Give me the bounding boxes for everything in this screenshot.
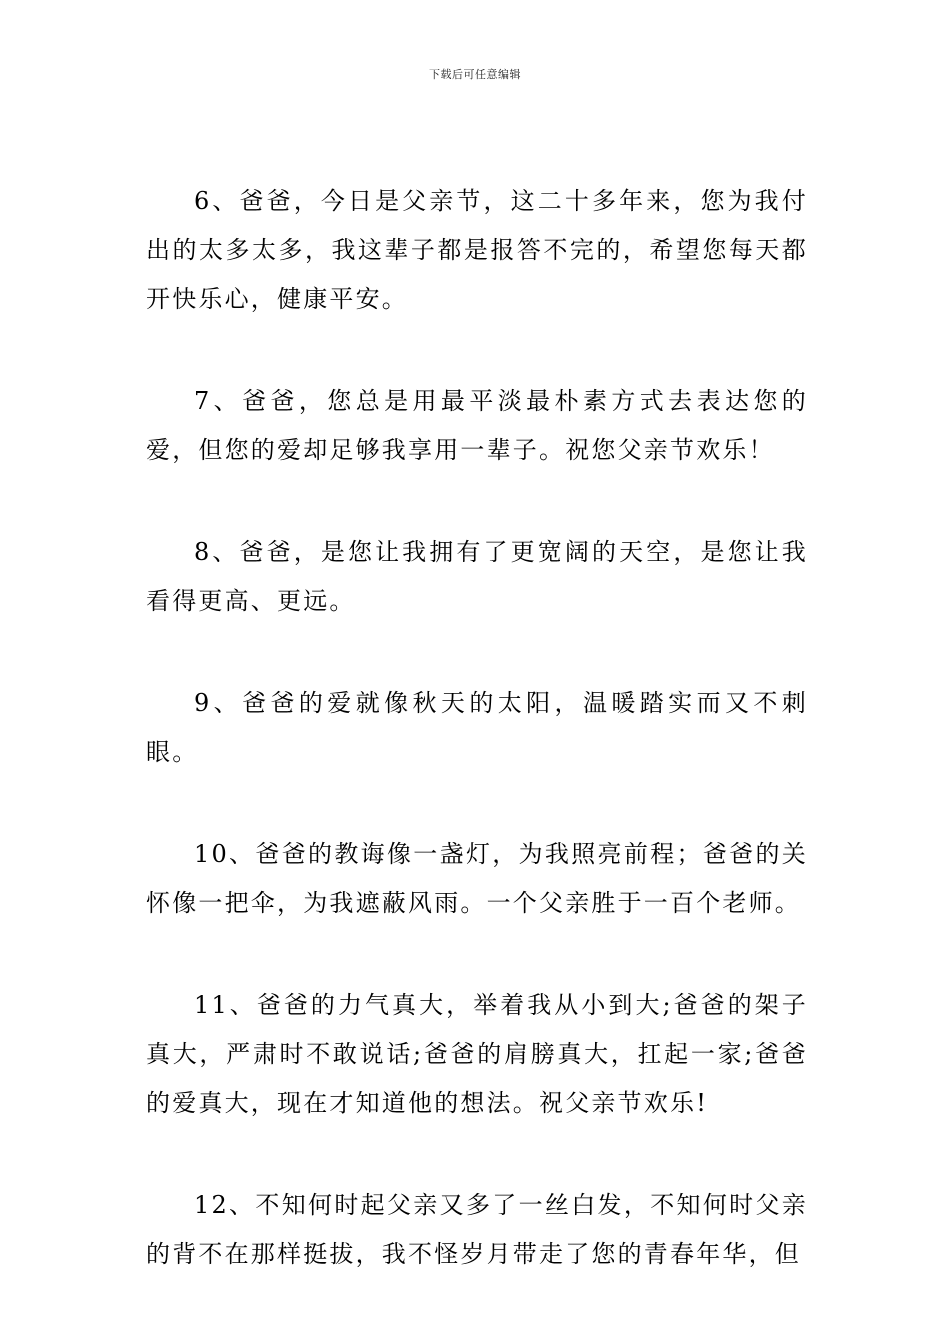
paragraph-9: 9、爸爸的爱就像秋天的太阳，温暖踏实而又不刺眼。	[146, 689, 808, 766]
paragraph-7: 7、爸爸，您总是用最平淡最朴素方式去表达您的爱，但您的爱却足够我享用一辈子。祝您父亲节欢乐！	[146, 387, 808, 464]
document-body	[146, 177, 808, 1279]
header-note: 下载后可任意编辑	[429, 68, 521, 81]
paragraph-6: 6、爸爸，今日是父亲节，这二十多年来，您为我付出的太多太多，我这辈子都是报答不完的，希望您每天都开快乐心，健康平安。	[146, 187, 808, 313]
paragraph-10: 10、爸爸的教诲像一盏灯，为我照亮前程；爸爸的关怀像一把伞，为我遮蔽风雨。一个父亲胜于一百个老师。	[146, 840, 808, 917]
paragraph-8: 8、爸爸，是您让我拥有了更宽阔的天空，是您让我看得更高、更远。	[146, 538, 808, 615]
paragraph-11: 11、爸爸的力气真大，举着我从小到大;爸爸的架子真大，严肃时不敢说话;爸爸的肩膀真大，扛起一家;爸爸的爱真大，现在才知道他的想法。祝父亲节欢乐!	[146, 991, 808, 1117]
paragraph-12: 12、不知何时起父亲又多了一丝白发，不知何时父亲的背不在那样挺拔，我不怪岁月带走了您的青春年华，但	[146, 1191, 808, 1268]
